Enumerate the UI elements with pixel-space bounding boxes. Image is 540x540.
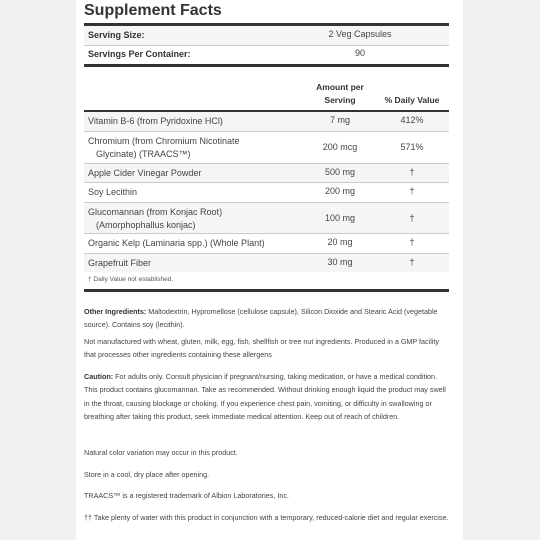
nutrient-amount: 500 mg — [324, 167, 356, 177]
nutrient-amount: 200 mg — [324, 186, 356, 196]
nutrient-amount: 20 mg — [327, 237, 353, 247]
nutrient-daily-value: † — [409, 186, 415, 196]
nutrient-name-line1: Glucomannan (from Konjac Root) — [88, 207, 223, 217]
nutrient-name-line1: Chromium (from Chromium Nicotinate — [88, 136, 240, 146]
other-ingredients-label: Other Ingredients: — [84, 307, 147, 316]
nutrient-name: Vitamin B-6 (from Pyridoxine HCl) — [88, 116, 223, 126]
amount-header-line1: Amount per — [316, 82, 364, 92]
servings-per-container-value: 90 — [354, 48, 365, 58]
nutrient-name — [88, 135, 240, 161]
caution-label: Caution: — [84, 372, 114, 381]
nutrient-amount: 30 mg — [327, 257, 353, 267]
supplement-facts-title: Supplement Facts — [84, 2, 222, 19]
nutrient-name: Grapefruit Fiber — [88, 258, 152, 268]
nutrient-name — [88, 206, 222, 232]
nutrient-daily-value: 571% — [400, 142, 424, 152]
nutrient-amount: 200 mcg — [322, 142, 358, 152]
serving-size-label: Serving Size: — [88, 30, 145, 40]
dv-footnote: † Daily Value not established. — [88, 276, 174, 283]
nutrient-name-line2: (Amorphophallus konjac) — [96, 220, 196, 230]
nutrient-name: Organic Kelp (Laminaria spp.) (Whole Plant) — [88, 238, 265, 248]
water-note: †† Take plenty of water with this product in conjunction with a temporary, reduced-calorie diet and regular exercise. — [84, 513, 449, 522]
trademark-note: TRAACS™ is a registered trademark of Albion Laboratories, Inc. — [84, 491, 289, 500]
serving-rule — [84, 64, 449, 67]
nutrient-amount: 7 mg — [329, 115, 350, 125]
divider — [84, 45, 449, 46]
nutrient-daily-value: † — [409, 213, 415, 223]
nutrient-daily-value: † — [409, 237, 415, 247]
table-bottom-rule — [84, 289, 449, 292]
serving-size-value: 2 Veg Capsules — [328, 29, 392, 39]
nutrient-name-line2: Glycinate) (TRAACS™) — [96, 149, 191, 159]
other-ingredients — [84, 305, 449, 332]
amount-header — [302, 81, 378, 107]
storage-note: Store in a cool, dry place after opening. — [84, 470, 210, 479]
nutrient-name: Apple Cider Vinegar Powder — [88, 168, 202, 178]
nutrient-amount: 100 mg — [324, 213, 356, 223]
nutrient-name: Soy Lecithin — [88, 187, 138, 197]
allergen-note: Not manufactured with wheat, gluten, milk, egg, fish, shellfish or tree nut ingredients. Produced in a GMP facility that processes other ingredients containing these allergens — [84, 337, 440, 360]
amount-header-line2: Serving — [324, 95, 356, 105]
daily-value-header: % Daily Value — [384, 95, 440, 105]
other-ingredients-text: Maltodextrin, Hypromellose (cellulose capsule), Silicon Dioxide and Stearic Acid (vegetable source). Contains soy (lecithin). — [84, 307, 438, 330]
divider — [84, 233, 449, 234]
nutrient-daily-value: † — [409, 167, 415, 177]
caution — [84, 370, 449, 423]
divider — [84, 131, 449, 132]
nutrient-daily-value: 412% — [400, 115, 424, 125]
caution-text: For adults only. Consult physician if pregnant/nursing, taking medication, or have a medical condition. This product contains glucomannan. Take as recommended. Without drinking enough liquid the product may swell in the throat, causing blockage or choking. If you experience chest pain, vomiting, or difficulty in swallowing or breathing after taking this product, seek immediate medical attention. Keep out of reach of children. — [84, 372, 446, 421]
color-note: Natural color variation may occur in this product. — [84, 448, 238, 457]
divider — [84, 182, 449, 183]
servings-per-container-label: Servings Per Container: — [88, 49, 191, 59]
nutrient-daily-value: † — [409, 257, 415, 267]
